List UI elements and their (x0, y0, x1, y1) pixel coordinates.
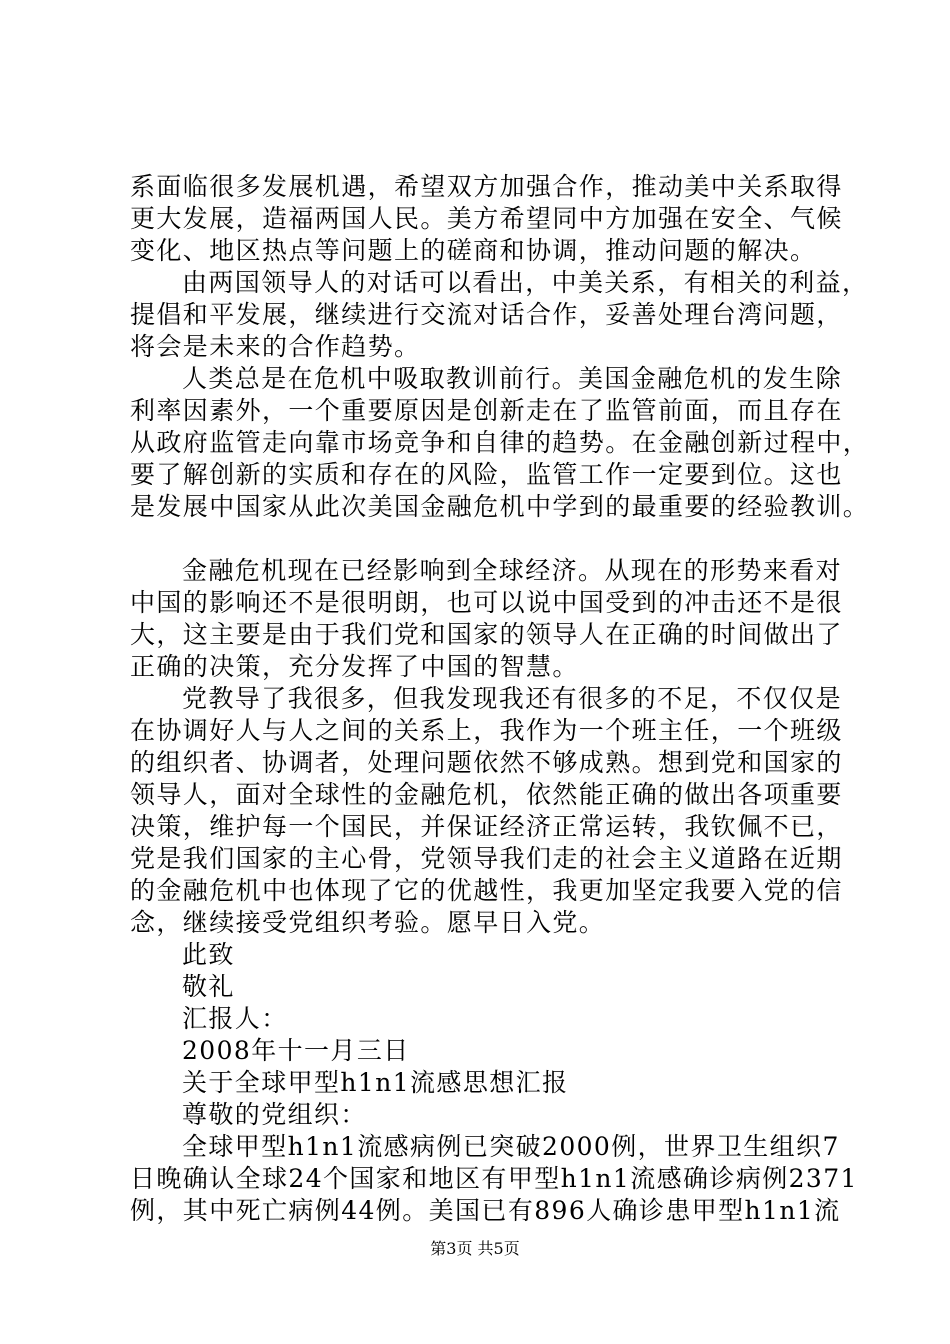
text-line: 在协调好人与人之间的关系上，我作为一个班主任，一个班级 (130, 716, 843, 745)
text-line: 党教导了我很多，但我发现我还有很多的不足，不仅仅是 (182, 684, 843, 713)
section-title: 关于全球甲型h1n1流感思想汇报 (182, 1068, 569, 1097)
text-line: 领导人，面对全球性的金融危机，依然能正确的做出各项重要 (130, 780, 843, 809)
text-line: 例，其中死亡病例44例。美国已有896人确诊患甲型h1n1流 (130, 1196, 841, 1225)
closing-salutation: 此致 (182, 940, 235, 969)
closing-regards: 敬礼 (182, 972, 235, 1001)
text-line: 变化、地区热点等问题上的磋商和协调，推动问题的解决。 (130, 236, 817, 265)
blank-line (130, 523, 830, 555)
text-line: 念，继续接受党组织考验。愿早日入党。 (130, 908, 606, 937)
text-line: 人类总是在危机中吸取教训前行。美国金融危机的发生除 (182, 364, 843, 393)
text-line: 中国的影响还不是很明朗，也可以说中国受到的冲击还不是很 (130, 588, 843, 617)
report-date: 2008年十一月三日 (182, 1036, 410, 1065)
reporter-label: 汇报人： (182, 1004, 288, 1033)
text-line: 决策，维护每一个国民，并保证经济正常运转，我钦佩不已， (130, 812, 843, 841)
text-line: 党是我们国家的主心骨，党领导我们走的社会主义道路在近期 (130, 844, 843, 873)
text-line: 从政府监管走向靠市场竞争和自律的趋势。在金融创新过程中， (130, 428, 870, 457)
text-line: 金融危机现在已经影响到全球经济。从现在的形势来看对 (182, 556, 843, 585)
text-line: 将会是未来的合作趋势。 (130, 332, 421, 361)
text-line: 的组织者、协调者，处理问题依然不够成熟。想到党和国家的 (130, 748, 843, 777)
page-number: 第3页 共5页 (430, 1239, 520, 1258)
text-line: 系面临很多发展机遇，希望双方加强合作，推动美中关系取得 (130, 172, 843, 201)
text-line: 由两国领导人的对话可以看出，中美关系，有相关的利益， (182, 268, 869, 297)
section-greeting: 尊敬的党组织： (182, 1100, 367, 1129)
text-line: 利率因素外，一个重要原因是创新走在了监管前面，而且存在 (130, 396, 843, 425)
text-line: 提倡和平发展，继续进行交流对话合作，妥善处理台湾问题， (130, 300, 843, 329)
text-line: 正确的决策，充分发挥了中国的智慧。 (130, 652, 579, 681)
text-line: 日晚确认全球24个国家和地区有甲型h1n1流感确诊病例2371 (130, 1164, 858, 1193)
text-line: 更大发展，造福两国人民。美方希望同中方加强在安全、气候 (130, 204, 843, 233)
document-body (130, 171, 870, 1227)
text-line: 全球甲型h1n1流感病例已突破2000例，世界卫生组织7 (182, 1132, 840, 1161)
text-line: 大，这主要是由于我们党和国家的领导人在正确的时间做出了 (130, 620, 843, 649)
text-line: 要了解创新的实质和存在的风险，监管工作一定要到位。这也 (130, 460, 843, 489)
text-line: 是发展中国家从此次美国金融危机中学到的最重要的经验教训。 (130, 492, 870, 521)
text-line: 的金融危机中也体现了它的优越性，我更加坚定我要入党的信 (130, 876, 843, 905)
